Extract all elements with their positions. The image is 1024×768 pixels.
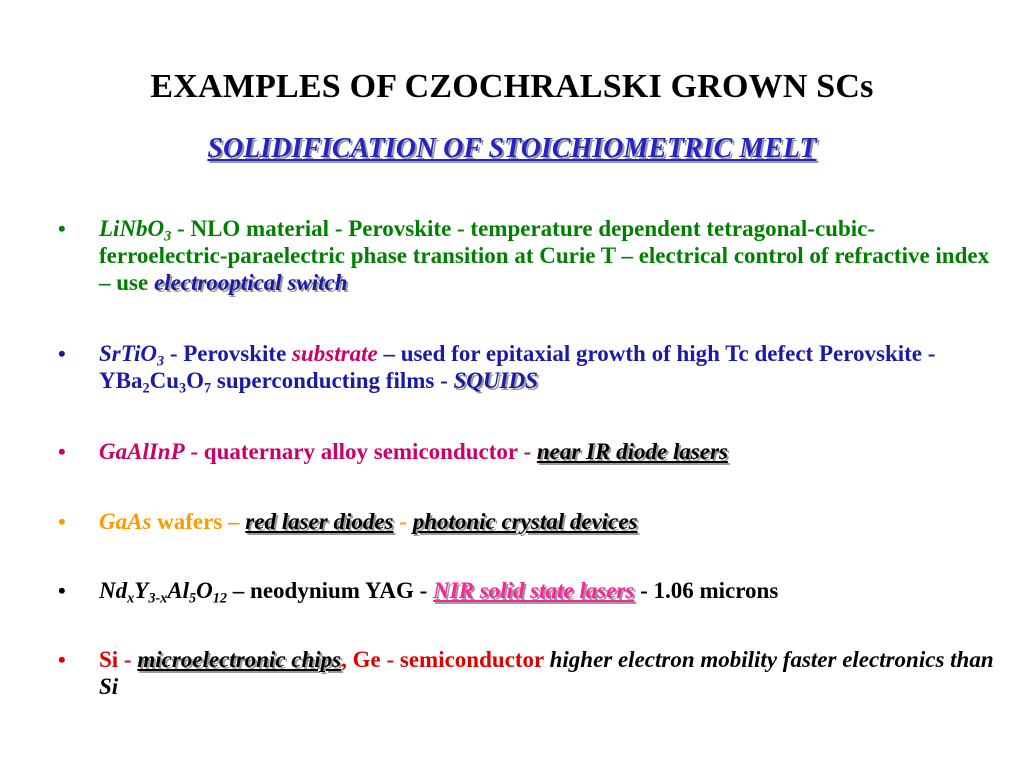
gaalinp-description: - quaternary alloy semiconductor - [184, 439, 537, 464]
linbo3-highlight: electrooptical switch [153, 270, 348, 295]
gaalinp-highlight: near IR diode lasers [536, 439, 728, 464]
ybco-sub-3: 3 [178, 380, 187, 397]
ndyag-highlight: NIR solid state lasers [433, 578, 635, 603]
bullet-marker: • [58, 439, 66, 464]
bullet-ndyag [58, 577, 998, 607]
bullet-marker: • [58, 216, 66, 241]
ybco-sub-2: 2 [142, 380, 150, 397]
bullet-si-ge [58, 646, 998, 700]
ndyag-formula: $Nd_xY_{3-x}Al_5O_{12}$ [99, 578, 228, 607]
si-label: Si - [99, 647, 138, 672]
srtio3-text-2: – used for epitaxial growth of high Tc defect Perovskite - YBa [99, 341, 936, 393]
gaas-description: wafers – [151, 509, 246, 534]
slide-subtitle: SOLIDIFICATION OF STOICHIOMETRIC MELT [207, 133, 817, 164]
ndyag-description: – neodynium YAG - [227, 578, 434, 603]
slide-title: EXAMPLES OF CZOCHRALSKI GROWN SCs [150, 68, 874, 105]
bullet-gaas [58, 508, 998, 535]
gaalinp-formula: GaAlInP [99, 439, 185, 464]
bullet-marker: • [58, 509, 66, 534]
srtio3-text-3: superconducting films - [211, 368, 454, 393]
srtio3-highlight: SQUIDS [453, 368, 538, 393]
gaas-highlight-2: photonic crystal devices [412, 509, 638, 534]
srtio3-substrate: substrate [292, 341, 378, 366]
srtio3-formula: SrTiO$_3$ [99, 341, 165, 370]
gaas-separator: - [393, 509, 413, 534]
bullet-marker: • [58, 578, 66, 603]
srtio3-text-1: - Perovskite [164, 341, 293, 366]
bullet-marker: • [58, 341, 66, 366]
bullet-srtio3 [58, 340, 998, 397]
ybco-cu: Cu [149, 368, 179, 393]
ybco-o: O [186, 368, 204, 393]
bullet-gaalinp [58, 438, 998, 465]
linbo3-formula: LiNbO$_3$ [99, 216, 172, 245]
bullet-list [58, 215, 998, 700]
gaas-formula: GaAs [99, 509, 152, 534]
linbo3-description: - NLO material - Perovskite - temperature dependent tetragonal-cubic-ferroelectric-paraelectric phase transition at Curie T – electrical control of refractive index – use [99, 216, 990, 295]
ndyag-tail: - 1.06 microns [634, 578, 779, 603]
gaas-highlight-1: red laser diodes [245, 509, 394, 534]
si-highlight: microelectronic chips [137, 647, 342, 672]
ge-text: , Ge - semiconductor [341, 647, 550, 672]
bullet-linbo3 [58, 215, 998, 296]
ybco-sub-7: 7 [204, 380, 212, 397]
si-ge-tail: higher electron mobility faster electronics than Si [99, 647, 994, 699]
bullet-marker: • [58, 647, 66, 672]
